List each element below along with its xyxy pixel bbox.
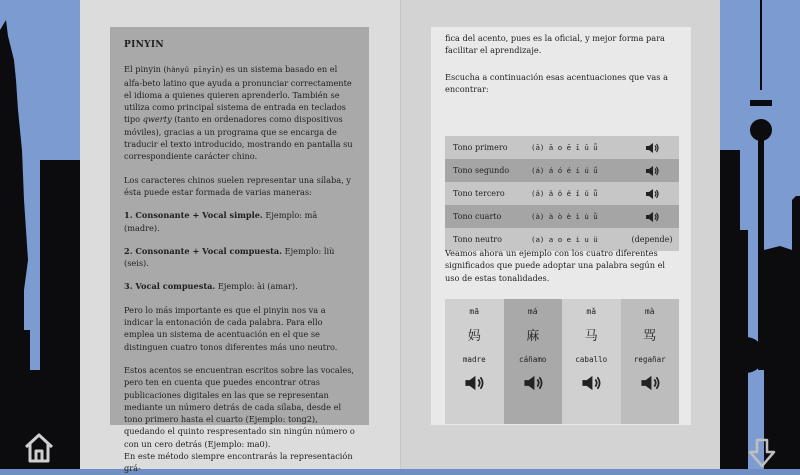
list-item: 1. Consonante + Vocal simple. Ejemplo: mā (madre). [124,210,318,233]
play-tone-button[interactable] [625,165,679,177]
paragraph-intro: El pinyin (hànyǔ pīnyīn) es un sistema basado en el alfa-beto latino que ayuda a pronunciar correctamente el idioma a quienes quieren aprenderlo. También se utiliza como principal sistema de entrada en teclados tipo qwerty (tanto en ordenadores como dispositivos móviles), gracias a un programa que se encarga de traducir el texto introducido, mostrando en pantalla su correspondiente carácter chino. [124,64,353,162]
example-hanzi: 骂 [643,329,657,344]
table-row [445,205,679,228]
right-page [400,0,720,469]
tone-name: Tono segundo [453,166,510,175]
right-content-card [431,27,691,425]
example-hanzi: 麻 [526,329,540,344]
play-example-button[interactable] [581,374,601,396]
tone-vowels: (à) à ò è ì ù ǜ [531,212,598,221]
speaker-icon [640,374,660,392]
example-meaning: madre [462,355,486,364]
example-meaning: cáñamo [519,355,547,364]
left-text-card [110,27,369,474]
skyline-left [0,0,80,469]
arrow-down-icon [748,438,776,468]
tone-name: Tono primero [453,143,508,152]
example-hanzi: 马 [584,329,598,344]
table-row [445,136,679,159]
play-tone-button[interactable] [625,188,679,200]
speaker-icon [464,374,484,392]
play-example-button[interactable] [464,374,484,396]
next-page-button[interactable] [748,438,776,468]
tone-vowels: (a) a o e i u ü [531,235,598,244]
example-card [445,299,504,424]
speaker-icon [645,142,659,154]
tone-audio-note: (depende) [631,235,673,244]
play-tone-button[interactable] [625,211,679,223]
home-button[interactable] [22,430,56,464]
tones-table [445,136,679,251]
example-meaning: regañar [633,355,666,364]
paragraph-syllables: Los caracteres chinos suelen representar una sílaba, y ésta puede estar formada de varias maneras: [124,174,351,197]
example-pinyin: mà [644,307,655,316]
paragraph-example: Veamos ahora un ejemplo con los cuatro diferentes significados que puede adoptar una palabra según el uso de estas tonalidades. [445,248,666,283]
list-item: 3. Vocal compuesta. Ejemplo: ài (amar). [124,281,298,292]
tone-vowels: (á) á ó é í ú ǘ [531,166,598,175]
play-tone-button[interactable] [625,142,679,154]
table-row [445,159,679,182]
example-pinyin: má [527,307,538,316]
speaker-icon [645,188,659,200]
example-card [562,299,621,424]
example-pinyin: mǎ [586,307,597,316]
tone-vowels: (ǎ) ǎ ǒ ě ǐ ǔ ǚ [531,189,598,198]
skyline-right [720,0,800,469]
examples-grid [445,299,679,424]
speaker-icon [523,374,543,392]
tone-name: Tono tercero [453,189,505,198]
book [80,0,720,474]
paragraph-accents: Estos acentos se encuentran escritos sobre las vocales, pero ten en cuenta que puedes encontrar otras publicaciones digitales en las que se representan mediante un número detrás de cada sílaba, desde el tono primero hasta el cuarto (Ejemplo: tong2), quedando el quinto respresentado sin ningún número o con un cero detrás (Ejemplo: ma0). En este método siempre encontrarás la representación grá- [124,364,355,474]
left-page [80,0,400,474]
speaker-icon [645,165,659,177]
paragraph-listen: Escucha a continuación esas acentuaciones que vas a encontrar: [445,72,668,95]
tone-vowels: (ā) ā o ē ī ū ǖ [531,143,598,152]
example-pinyin: mā [469,307,480,316]
paragraph-tones: Pero lo más importante es que el pinyin nos va a indicar la entonación de cada palabra. Para ello emplea un sistema de acentuación en el que se distinguen cuatro tonos diferentes más uno neutro. [124,304,338,352]
table-row [445,182,679,205]
paragraph-continued: fica del acento, pues es la oficial, y mejor forma para facilitar el aprendizaje. [445,33,665,56]
tone-name: Tono cuarto [453,212,502,221]
example-card [621,299,680,424]
list-item: 2. Consonante + Vocal compuesta. Ejemplo: liù (seis). [124,245,335,269]
example-hanzi: 妈 [467,329,481,344]
speaker-icon [581,374,601,392]
home-icon [22,430,56,464]
play-example-button[interactable] [640,374,660,396]
play-example-button[interactable] [523,374,543,396]
example-meaning: caballo [575,355,608,364]
tone-name: Tono neutro [453,235,502,244]
section-title: PINYIN [124,40,164,50]
speaker-icon [645,211,659,223]
example-card [504,299,563,424]
